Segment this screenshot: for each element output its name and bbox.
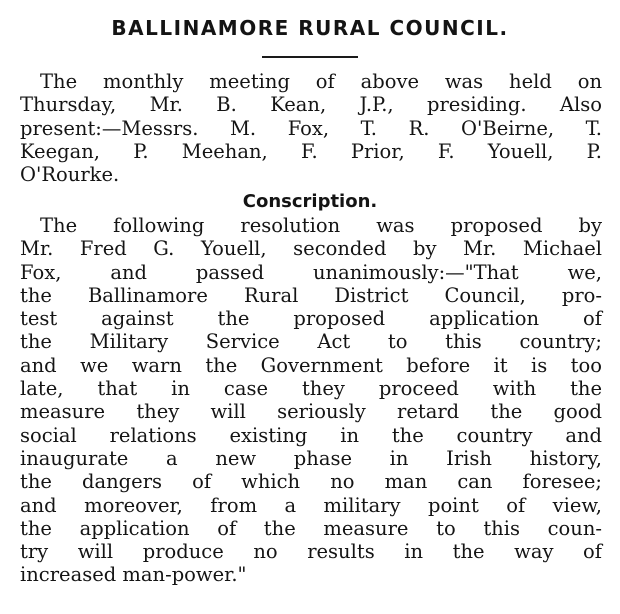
text-line: increased man-power." [20, 563, 247, 587]
text-line: and we warn the Government before it is too [20, 353, 602, 377]
headline: BALLINAMORE RURAL COUNCIL. [111, 16, 509, 40]
text-line: O'Rourke. [20, 163, 120, 187]
text-line: The monthly meeting of above was held on [40, 70, 602, 93]
text-line: the application of the measure to this coun- [20, 516, 602, 540]
text-line: present:—Messrs. M. Fox, T. R. O'Beirne, T. [20, 116, 602, 140]
text-line: late, that in case they proceed with the [20, 377, 602, 401]
text-line: Mr. Fred G. Youell, seconded by Mr. Michael [20, 237, 602, 261]
text-line: social relations existing in the country and [20, 423, 602, 447]
section-heading: Conscription. [242, 191, 378, 212]
text-line: Thursday, Mr. B. Kean, J.P., presiding. Also [20, 93, 602, 117]
intro-paragraph [20, 70, 602, 186]
text-line: measure they will seriously retard the good [20, 400, 602, 424]
text-line: inaugurate a new phase in Irish history, [20, 446, 602, 470]
text-line: Fox, and passed unanimously:—"That we, [20, 260, 602, 284]
text-line: the Military Service Act to this country; [20, 330, 602, 354]
text-line: the Ballinamore Rural District Council, pro- [20, 283, 602, 307]
headline-rule [262, 56, 358, 58]
text-line: and moreover, from a military point of view, [20, 493, 602, 517]
text-line: try will produce no results in the way of [20, 540, 602, 564]
text-line: test against the proposed application of [20, 307, 602, 331]
text-line: Keegan, P. Meehan, F. Prior, F. Youell, P. [20, 139, 602, 163]
text-line: the dangers of which no man can foresee; [20, 470, 602, 494]
resolution-paragraph [20, 214, 602, 587]
text-line: The following resolution was proposed by [40, 214, 602, 237]
